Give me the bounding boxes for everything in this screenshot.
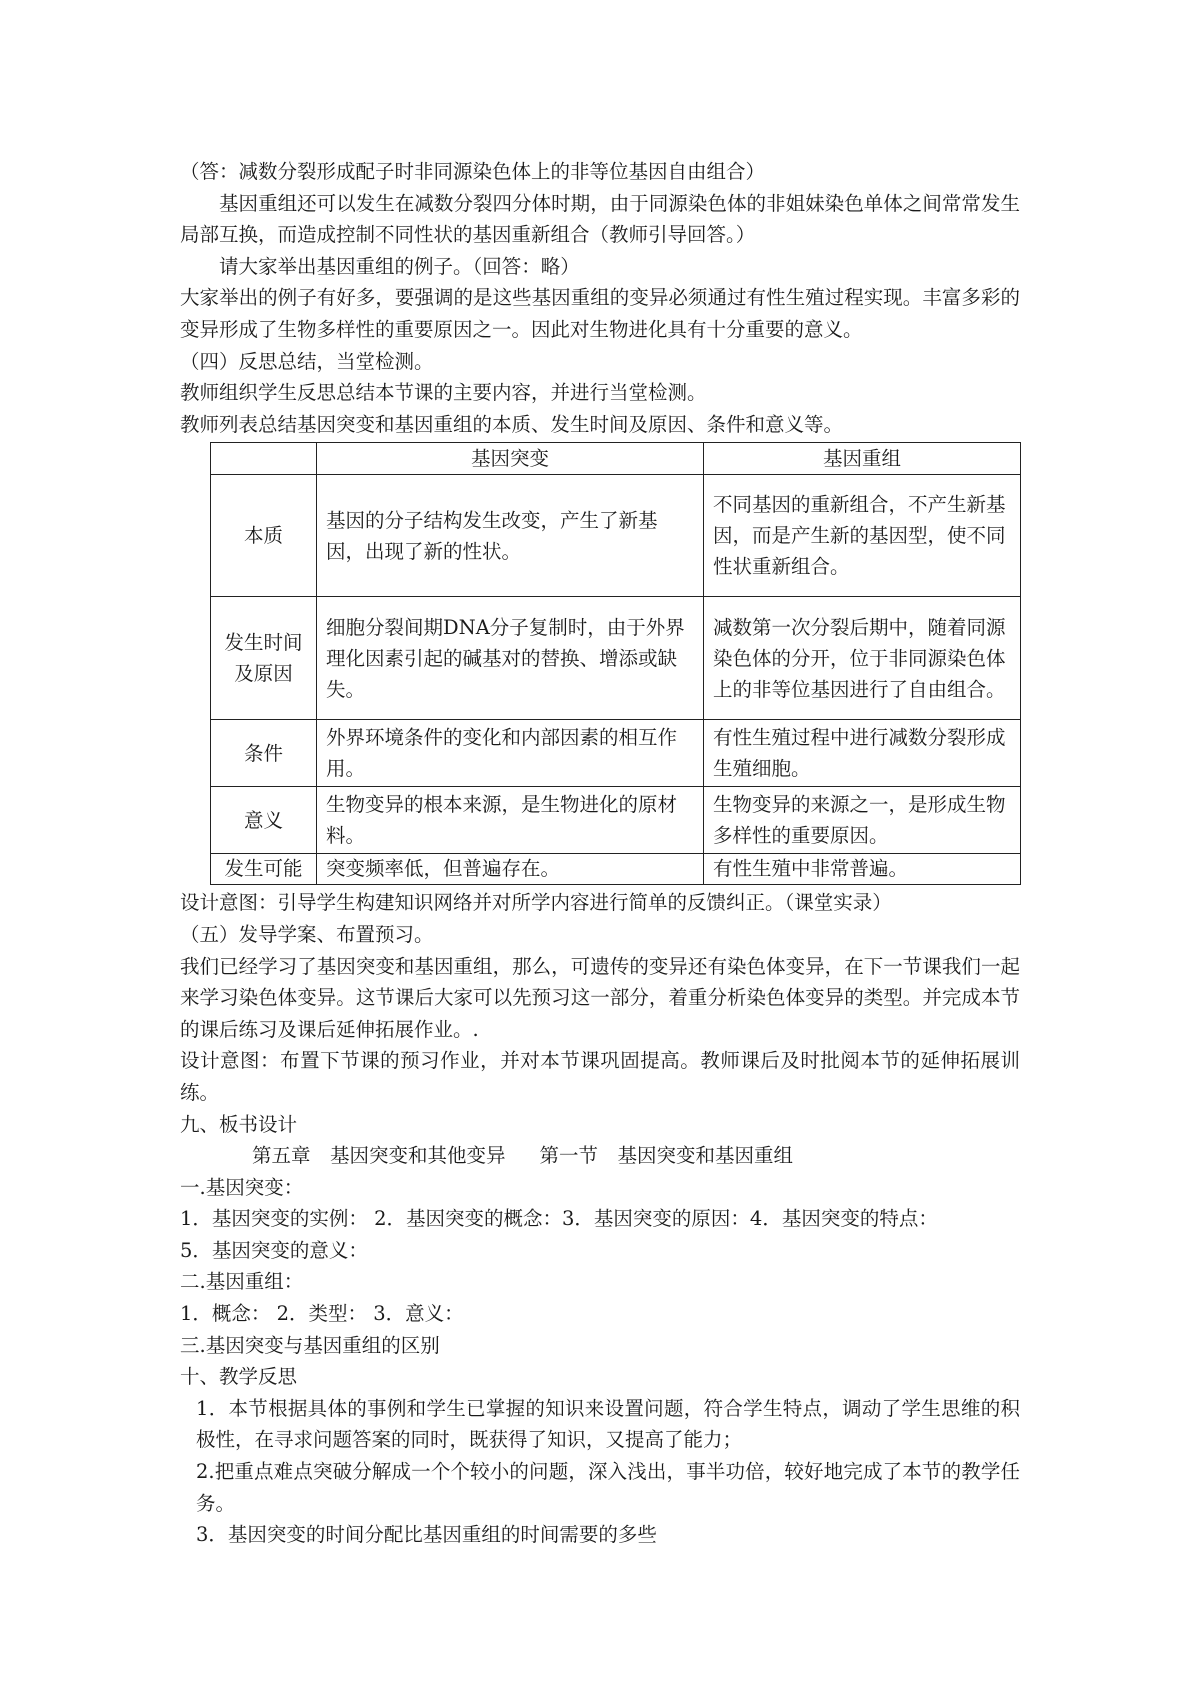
board-part-1-items-a: 1．基因突变的实例： 2．基因突变的概念：3．基因突变的原因：4．基因突变的特点：: [180, 1207, 938, 1231]
cell-recombination: 不同基因的重新组合，不产生新基因，而是产生新的基因型，使不同性状重新组合。: [704, 475, 1021, 597]
row-label: 发生可能: [211, 854, 317, 885]
recombination-meiosis-paragraph: 基因重组还可以发生在减数分裂四分体时期，由于同源染色体的非姐妹染色单体之间常常发生局部互换，而造成控制不同性状的基因重新组合（教师引导回答。）: [180, 191, 1020, 247]
section-4-heading: （四）反思总结，当堂检测。: [180, 349, 434, 373]
reflection-heading: 十、教学反思: [180, 1365, 298, 1389]
table-row: [211, 720, 1021, 787]
cell-recombination: 有性生殖过程中进行减数分裂形成生殖细胞。: [704, 720, 1021, 787]
table-header-empty: [211, 443, 317, 475]
answer-paragraph: （答：减数分裂形成配子时非同源染色体上的非等位基因自由组合）: [180, 160, 766, 183]
design-intent-1: 设计意图：引导学生构建知识网络并对所学内容进行简单的反馈纠正。（课堂实录）: [180, 891, 892, 915]
row-label: 意义: [211, 787, 317, 854]
cell-mutation: 细胞分裂间期DNA分子复制时，由于外界理化因素引起的碱基对的替换、增添或缺失。: [317, 597, 704, 720]
cell-recombination: 有性生殖中非常普遍。: [704, 854, 1021, 885]
table-header-mutation: 基因突变: [317, 443, 704, 475]
table-row: [211, 787, 1021, 854]
cell-mutation: 外界环境条件的变化和内部因素的相互作用。: [317, 720, 704, 787]
table-header-row: [211, 443, 1021, 475]
table-row: [211, 475, 1021, 597]
examples-paragraph: 大家举出的例子有好多，要强调的是这些基因重组的变异必须通过有性生殖过程实现。丰富多彩的变异形成了生物多样性的重要原因之一。因此对生物进化具有十分重要的意义。: [180, 286, 1020, 341]
section-4-line-2: 教师列表总结基因突变和基因重组的本质、发生时间及原因、条件和意义等。: [180, 412, 844, 436]
reflection-item-2: 2.把重点难点突破分解成一个个较小的问题，深入浅出，事半功倍，较好地完成了本节的教学任务。: [196, 1460, 1020, 1515]
document-page: [180, 156, 1020, 1551]
cell-mutation: 突变频率低，但普遍存在。: [317, 854, 704, 885]
board-part-1-items-b: 5．基因突变的意义：: [180, 1238, 368, 1262]
table-row: [211, 854, 1021, 885]
board-title: [180, 1140, 1020, 1172]
board-part-1: 一.基因突变：: [180, 1175, 304, 1199]
board-title-chapter: 第五章 基因突变和其他变异: [252, 1144, 506, 1168]
table-row: [211, 597, 1021, 720]
section-5-paragraph: 我们已经学习了基因突变和基因重组，那么，可遗传的变异还有染色体变异，在下一节课我们一起来学习染色体变异。这节课后大家可以先预习这一部分，着重分析染色体变异的类型。并完成本节的课后练习及课后延伸拓展作业。.: [180, 954, 1020, 1041]
board-title-section: 第一节 基因突变和基因重组: [539, 1144, 794, 1168]
board-part-3: 三.基因突变与基因重组的区别: [180, 1333, 440, 1357]
table-header-recombination: 基因重组: [704, 443, 1021, 475]
section-4-line-1: 教师组织学生反思总结本节课的主要内容，并进行当堂检测。: [180, 381, 707, 405]
design-intent-2: 设计意图：布置下节课的预习作业，并对本节课巩固提高。教师课后及时批阅本节的延伸拓展训练。: [180, 1049, 1020, 1104]
section-5-heading: （五）发导学案、布置预习。: [180, 922, 434, 946]
board-design-heading: 九、板书设计: [180, 1112, 298, 1136]
examples-question: 请大家举出基因重组的例子。（回答：略）: [219, 254, 580, 278]
row-label: 发生时间及原因: [211, 597, 317, 720]
reflection-item-1: 1．本节根据具体的事例和学生已掌握的知识来设置问题，符合学生特点，调动了学生思维的积极性，在寻求问题答案的同时，既获得了知识，又提高了能力；: [196, 1396, 1020, 1452]
reflection-item-3: 3．基因突变的时间分配比基因重组的时间需要的多些: [196, 1523, 657, 1547]
cell-recombination: 生物变异的来源之一，是形成生物多样性的重要原因。: [704, 787, 1021, 854]
cell-recombination: 减数第一次分裂后期中，随着同源染色体的分开，位于非同源染色体上的非等位基因进行了自由组合。: [704, 597, 1021, 720]
row-label: 本质: [211, 475, 317, 597]
comparison-table: [210, 442, 1021, 885]
board-part-2: 二.基因重组：: [180, 1270, 304, 1294]
cell-mutation: 生物变异的根本来源，是生物进化的原材料。: [317, 787, 704, 854]
cell-mutation: 基因的分子结构发生改变，产生了新基因，出现了新的性状。: [317, 475, 704, 597]
board-part-2-items: 1．概念： 2．类型： 3．意义：: [180, 1302, 464, 1326]
row-label: 条件: [211, 720, 317, 787]
